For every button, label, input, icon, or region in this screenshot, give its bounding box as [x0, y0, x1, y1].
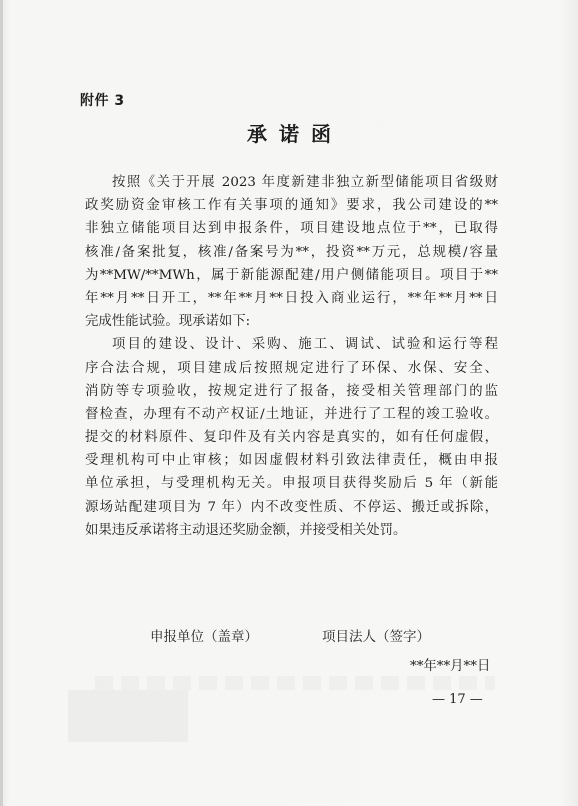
- body-line: 核准/备案批复，核准/备案号为**，投资**万元，总规模/容量: [85, 244, 498, 260]
- body-line: 政奖励资金审核工作有关事项的通知》要求，我公司建设的**: [85, 198, 498, 214]
- body-line: 提交的材料原件、复印件及有关内容是真实的，如有任何虚假，: [85, 430, 498, 446]
- signature-date: **年**月**日: [410, 659, 491, 674]
- body-line: 项目的建设、设计、采购、施工、调试、试验和运行等程: [112, 337, 498, 353]
- body-line: 消防等专项验收，按规定进行了报备，接受相关管理部门的监: [85, 383, 498, 399]
- project-legal-person-signature-label: 项目法人（签字）: [322, 629, 430, 645]
- commitment-body: [85, 171, 498, 542]
- body-line: 为**MW/**MWh，属于新能源配建/用户侧储能项目。项目于**: [85, 267, 498, 283]
- body-line: 单位承担，与受理机构无关。申报项目获得奖励后 5 年（新能: [85, 476, 498, 492]
- applicant-unit-seal-label: 申报单位（盖章）: [150, 629, 258, 645]
- body-line: 按照《关于开展 2023 年度新建非独立新型储能项目省级财: [112, 175, 498, 190]
- body-line: 源场站配建项目为 7 年）内不改变性质、不停运、搬迁或拆除，: [85, 499, 498, 515]
- body-line: 受理机构可中止审核；如因虚假材料引致法律责任，概由申报: [85, 453, 498, 469]
- faded-stamp-area: [68, 690, 188, 742]
- page-title: 承诺函: [247, 122, 343, 146]
- body-line: 如果违反承诺将主动退还奖励金额，并接受相关处罚。: [85, 522, 407, 538]
- body-line: 年**月**日开工，**年**月**日投入商业运行，**年**月**日: [85, 290, 498, 306]
- body-line: 非独立储能项目达到申报条件，项目建设地点位于**，已取得: [85, 221, 498, 237]
- bleed-through-text: [95, 676, 495, 690]
- body-line: 序合法合规，项目建成后按照规定进行了环保、水保、安全、: [85, 360, 498, 376]
- page-number: — 17 —: [432, 692, 483, 707]
- body-line: 督检查，办理有不动产权证/土地证，并进行了工程的竣工验收。: [85, 406, 498, 422]
- body-line: 完成性能试验。现承诺如下:: [85, 314, 251, 330]
- attachment-label: 附件 3: [80, 93, 125, 109]
